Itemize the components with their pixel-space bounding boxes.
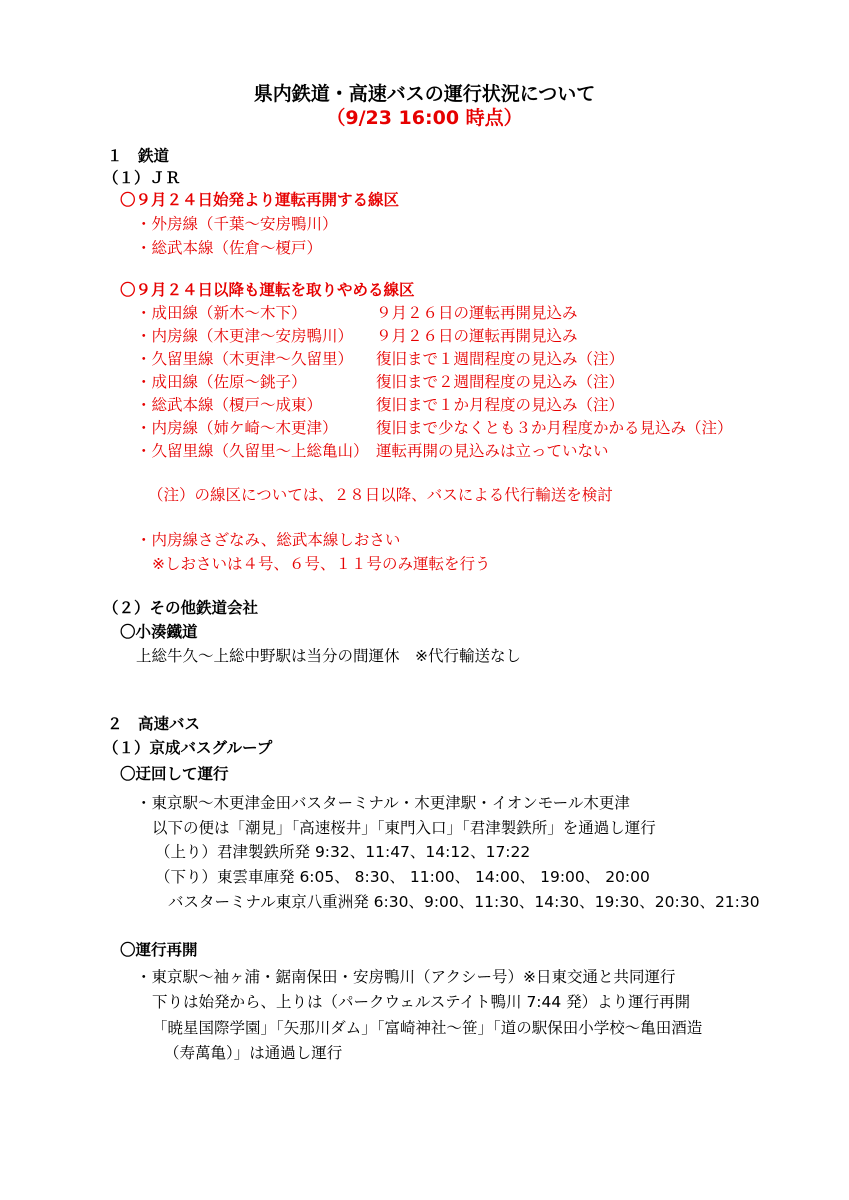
suspended-line-name: ・久留里線（木更津～久留里） <box>136 350 354 368</box>
resume-bus-heading: 〇運行再開 <box>120 941 198 959</box>
resume-bus-route: ・東京駅～袖ヶ浦・鋸南保田・安房鴨川（アクシー号）※日東交通と共同運行 <box>136 968 676 986</box>
express-train-note: ※しおさいは４号、６号、１１号のみ運転を行う <box>152 555 491 573</box>
substitute-bus-note: （注）の線区については、２８日以降、バスによる代行輸送を検討 <box>148 486 613 504</box>
suspended-line-status: ９月２６日の運転再開見込み <box>376 327 578 345</box>
time-stamp: （9/23 16:00 時点） <box>326 107 523 129</box>
suspended-line-name: ・久留里線（久留里～上総亀山） <box>136 442 369 460</box>
suspended-lines-heading: 〇９月２４日以降も運転を取りやめる線区 <box>120 281 415 299</box>
suspended-line-status: 復旧まで１週間程度の見込み（注） <box>376 350 625 368</box>
suspended-line-name: ・内房線（姉ケ崎～木更津） <box>136 419 338 437</box>
detour-heading: 〇迂回して運行 <box>120 765 229 783</box>
suspended-line-status: ９月２６日の運転再開見込み <box>376 304 578 322</box>
suspended-line-status: 復旧まで２週間程度の見込み（注） <box>376 373 625 391</box>
resume-bus-skip: 「暁星国際学園」「矢那川ダム」「富崎神社～笹」「道の駅保田小学校～亀田酒造 <box>152 1019 703 1037</box>
detour-route: ・東京駅～木更津金田バスターミナル・木更津駅・イオンモール木更津 <box>136 794 630 812</box>
resume-line-item: ・総武本線（佐倉～榎戸） <box>136 239 323 257</box>
resume-lines-heading: 〇９月２４日始発より運転再開する線区 <box>120 191 400 209</box>
suspended-line-status: 運転再開の見込みは立っていない <box>376 442 609 460</box>
bus-section-heading: ２ 高速バス <box>107 715 201 733</box>
down-timetable: （下り）東雲車庫発 6:05、 8:30、 11:00、 14:00、 19:00、 20:00 <box>155 868 650 886</box>
suspended-line-status: 復旧まで１か月程度の見込み（注） <box>376 396 625 414</box>
rail-section-heading: １ 鉄道 <box>107 147 170 165</box>
keisei-bus-heading: （１）京成バスグループ <box>103 739 273 757</box>
down-timetable-yaesu: バスターミナル東京八重洲発 6:30、9:00、11:30、14:30、19:30、20:30、21:30 <box>168 893 760 911</box>
other-railway-heading: （２）その他鉄道会社 <box>103 599 259 617</box>
kominato-detail: 上総牛久～上総中野駅は当分の間運休 ※代行輸送なし <box>136 647 521 665</box>
suspended-line-name: ・成田線（佐原～銚子） <box>136 373 307 391</box>
document-title: 県内鉄道・高速バスの運行状況について <box>253 83 596 105</box>
detour-skip-stops: 以下の便は「潮見」「高速桜井」「東門入口」「君津製鉄所」を通過し運行 <box>152 819 656 837</box>
kominato-railway: 〇小湊鐵道 <box>120 623 198 641</box>
express-train-line: ・内房線さざなみ、総武本線しおさい <box>136 531 401 549</box>
up-timetable: （上り）君津製鉄所発 9:32、11:47、14:12、17:22 <box>155 843 531 861</box>
jr-heading: （１）ＪＲ <box>103 169 181 187</box>
resume-line-item: ・外房線（千葉～安房鴨川） <box>136 215 338 233</box>
suspended-line-name: ・総武本線（榎戸～成東） <box>136 396 323 414</box>
resume-bus-skip-cont: （寿萬亀）」は通過し運行 <box>164 1044 343 1062</box>
suspended-line-name: ・内房線（木更津～安房鴨川） <box>136 327 354 345</box>
suspended-line-name: ・成田線（新木～木下） <box>136 304 307 322</box>
resume-bus-detail: 下りは始発から、上りは（パークウェルステイト鴨川 7:44 発）より運行再開 <box>152 993 691 1011</box>
suspended-line-status: 復旧まで少なくとも３か月程度かかる見込み（注） <box>376 419 733 437</box>
